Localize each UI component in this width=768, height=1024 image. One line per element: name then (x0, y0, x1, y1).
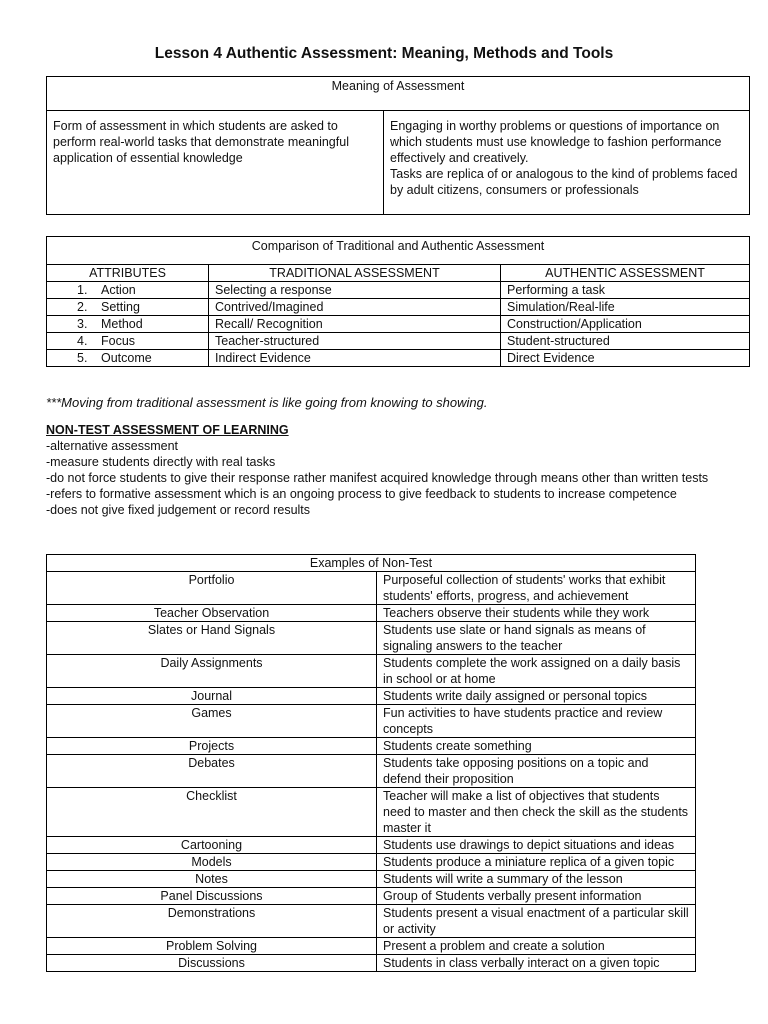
table-row (47, 955, 696, 972)
table-row (47, 282, 750, 299)
table-row (47, 888, 696, 905)
example-name: Panel Discussions (47, 888, 377, 905)
example-description: Present a problem and create a solution (377, 938, 696, 955)
example-name: Journal (47, 688, 377, 705)
column-header: AUTHENTIC ASSESSMENT (501, 265, 750, 282)
table-row (47, 333, 750, 350)
example-name: Notes (47, 871, 377, 888)
example-description: Students will write a summary of the lesson (377, 871, 696, 888)
table-row (47, 905, 696, 938)
nontest-line: -measure students directly with real tasks (46, 455, 276, 469)
attribute-cell: 1. Action (47, 282, 209, 299)
table-row (47, 788, 696, 837)
example-description: Group of Students verbally present information (377, 888, 696, 905)
nontest-heading: NON-TEST ASSESSMENT OF LEARNING (46, 423, 289, 437)
example-name: Games (47, 705, 377, 738)
example-description: Students use drawings to depict situations and ideas (377, 837, 696, 854)
page-title: Lesson 4 Authentic Assessment: Meaning, Methods and Tools (154, 45, 614, 62)
table-row (47, 572, 696, 605)
example-name: Models (47, 854, 377, 871)
table-row (47, 755, 696, 788)
attribute-cell: 4. Focus (47, 333, 209, 350)
example-description: Students create something (377, 738, 696, 755)
example-name: Teacher Observation (47, 605, 377, 622)
attribute-cell: 2. Setting (47, 299, 209, 316)
authentic-cell: Simulation/Real-life (501, 299, 750, 316)
authentic-cell: Student-structured (501, 333, 750, 350)
example-name: Projects (47, 738, 377, 755)
example-description: Teachers observe their students while they work (377, 605, 696, 622)
example-name: Daily Assignments (47, 655, 377, 688)
authentic-cell: Performing a task (501, 282, 750, 299)
meaning-description-cell (384, 111, 750, 215)
quote-text: ***Moving from traditional assessment is like going from knowing to showing. (46, 395, 488, 410)
example-description: Fun activities to have students practice and review concepts (377, 705, 696, 738)
example-description: Purposeful collection of students' works that exhibit students' efforts, progress, and achievement (377, 572, 696, 605)
nontest-line: -does not give fixed judgement or record results (46, 503, 311, 517)
example-name: Cartooning (47, 837, 377, 854)
traditional-cell: Indirect Evidence (209, 350, 501, 367)
table-row (47, 938, 696, 955)
column-header: TRADITIONAL ASSESSMENT (209, 265, 501, 282)
example-description: Students present a visual enactment of a particular skill or activity (377, 905, 696, 938)
table-row (47, 605, 696, 622)
example-description: Students in class verbally interact on a given topic (377, 955, 696, 972)
meaning-description-line: Engaging in worthy problems or questions of importance on which students must use knowledge to fashion performance effectively and creatively. (390, 119, 722, 165)
table-row (47, 350, 750, 367)
authentic-cell: Direct Evidence (501, 350, 750, 367)
example-description: Students take opposing positions on a topic and defend their proposition (377, 755, 696, 788)
table-row (47, 688, 696, 705)
meaning-table-header: Meaning of Assessment (47, 77, 750, 111)
traditional-cell: Teacher-structured (209, 333, 501, 350)
meaning-definition-cell: Form of assessment in which students are asked to perform real-world tasks that demonstrate meaningful application of essential knowledge (47, 111, 384, 215)
traditional-cell: Contrived/Imagined (209, 299, 501, 316)
example-description: Students produce a miniature replica of a given topic (377, 854, 696, 871)
example-name: Problem Solving (47, 938, 377, 955)
example-description: Teacher will make a list of objectives that students need to master and then check the skill as the students master it (377, 788, 696, 837)
table-row (47, 738, 696, 755)
nontest-line: -refers to formative assessment which is an ongoing process to give feedback to students to increase competence (46, 487, 677, 501)
example-description: Students write daily assigned or personal topics (377, 688, 696, 705)
column-header: ATTRIBUTES (47, 265, 209, 282)
nontest-line: -do not force students to give their response rather manifest acquired knowledge through means other than written tests (46, 471, 709, 485)
example-name: Debates (47, 755, 377, 788)
table-row (47, 622, 696, 655)
traditional-cell: Selecting a response (209, 282, 501, 299)
attribute-cell: 3. Method (47, 316, 209, 333)
table-row (47, 871, 696, 888)
example-name: Discussions (47, 955, 377, 972)
meaning-description-line: Tasks are replica of or analogous to the kind of problems faced by adult citizens, consumers or professionals (390, 167, 738, 197)
example-name: Portfolio (47, 572, 377, 605)
table-row (47, 299, 750, 316)
meaning-table (46, 76, 750, 215)
authentic-cell: Construction/Application (501, 316, 750, 333)
traditional-cell: Recall/ Recognition (209, 316, 501, 333)
example-name: Slates or Hand Signals (47, 622, 377, 655)
example-description: Students complete the work assigned on a daily basis in school or at home (377, 655, 696, 688)
nontest-line: -alternative assessment (46, 439, 179, 453)
table-row (47, 854, 696, 871)
table-row (47, 705, 696, 738)
example-name: Checklist (47, 788, 377, 837)
table-row (47, 316, 750, 333)
examples-table (46, 554, 696, 972)
table-row (47, 837, 696, 854)
comparison-table-title: Comparison of Traditional and Authentic Assessment (47, 237, 750, 265)
nontest-section (46, 422, 726, 518)
attribute-cell: 5. Outcome (47, 350, 209, 367)
example-name: Demonstrations (47, 905, 377, 938)
example-description: Students use slate or hand signals as means of signaling answers to the teacher (377, 622, 696, 655)
examples-table-title: Examples of Non-Test (47, 555, 696, 572)
comparison-table (46, 236, 750, 367)
table-row (47, 655, 696, 688)
